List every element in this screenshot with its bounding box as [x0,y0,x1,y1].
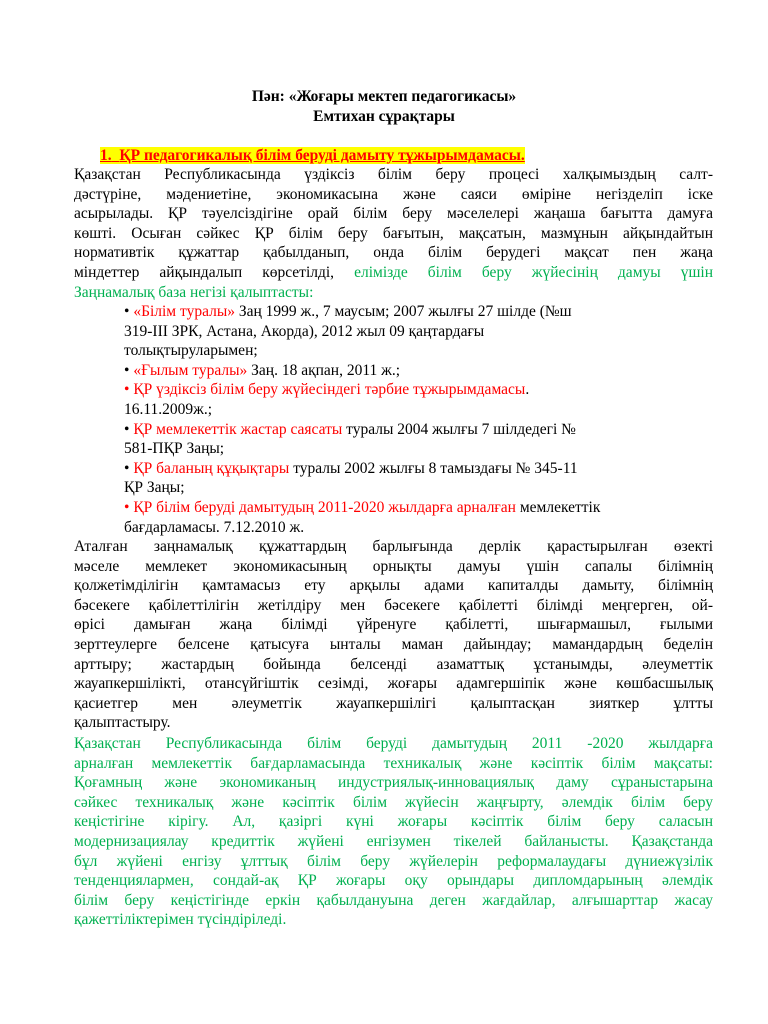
law-name: «Ғылым туралы» [133,361,248,379]
text-line: бағдарламасы. 7.12.2010 ж. [124,518,305,536]
question-number: 1. [100,147,112,164]
law-details: туралы 2004 жылғы 7 шілдедегі № [342,420,576,438]
text-line: қажеттіліктерімен түсіндіріледі. [74,911,287,929]
text-line: 319-III ЗРК, Астана, Акорда), 2012 жыл 09 қаңтардағы [124,322,485,340]
text-line: бұл жүйені енгізу ұлттық білім беру жүйелерін реформалаудағы дүниежүзілік [74,852,713,870]
text-line: қолжетімділігін қамтамасыз ету арқылы адами капиталды дамыту, білімнің [74,577,713,595]
law-details: Заң 1999 ж., 7 маусым; 2007 жылғы 27 шілде (№ш [234,303,572,320]
laws-list [124,302,713,537]
text-line: өрісі дамыған жаңа білімді үйренуге қабілетті, шығармашыл, ғылыми [74,616,713,634]
text-line: қалыптастыру. [74,714,171,732]
text-line: кеңістігіне кірігу. Ал, қазіргі күні жоғары кәсіптік білім беру саласын [74,813,713,831]
text-line: Қоғамның және экономиканың индустриялық-инновациялық даму сұраныстарына [74,774,713,792]
text-line [74,263,713,283]
text-line: Аталған заңнамалық құжаттардың барлығында дерлік қарастырылған өзекті [74,538,713,555]
text-line: ҚР Заңы; [124,479,185,497]
text-line: 581-ПҚР Заңы; [124,440,225,458]
text-line: тенденциялармен, сондай-ақ ҚР жоғары оқу орындары дипломдарының әлемдік [74,872,713,890]
law-name: ҚР мемлекеттік жастар саясаты [133,420,343,438]
text-line: нормативтік құжаттар қабылданып, онда білім берудегі мақсат пен жаңа [74,244,713,262]
text-line: арттыру; жастардың бойында белсенді азаматтық ұстанымды, әлеуметтік [74,655,713,673]
law-name: «Білім туралы» [133,303,235,320]
law-details: туралы 2002 жылғы 8 тамыздағы № 345-11 [289,459,578,477]
list-item [124,361,713,381]
text-line: арналған мемлекеттік бағдарламасында техникалық және кәсіптік білім мақсаты: [74,754,713,772]
text-segment: міндеттер айқындалып көрсетілді, [74,263,335,281]
text-line: Заңнамалық база негізі қалыптасты: [74,283,314,301]
text-line: бәсекеге қабілеттілігін жетілдіру мен бәсекеге қабілетті білімді меңгерген, ой- [74,596,713,614]
law-name: ҚР үздіксіз білім беру жүйесіндегі тәрбие тұжырымдамасы [133,381,526,399]
text-line: дәстүріне, мәдениетіне, экономикасына және саяси өміріне негізделіп іске [74,185,713,203]
bullet-mark: • [124,381,134,399]
law-details: мемлекеттік [515,498,601,516]
bullet-mark: • [124,498,134,516]
question-heading [100,146,525,166]
text-line: асырылады. ҚР тәуелсіздігіне орай білім беру мәселелері жаңаша бағытта дамуға [74,205,713,223]
list-item [124,380,713,419]
bullet-mark: • [124,459,134,477]
text-line: жауапкершілікті, отансүйгіштік сезімді, жоғары адамгершіпік және көшбасшылық [74,675,713,693]
paragraph-2 [74,537,713,733]
text-line: Қазақстан Республикасында үздіксіз білім беру процесі халқымыздың салт- [74,166,713,183]
text-line: білім беру кеңістігінде еркін қабылдануына деген жағдайлар, алғышарттар жасау [74,891,713,909]
law-name: ҚР білім беруді дамытудың 2011-2020 жылдарға арналған [133,498,516,516]
text-line: мәселе мемлекет экономикасының орнықты дамуы үшін сапалы білімнің [74,557,713,575]
text-line: сәйкес техникалық және кәсіптік білім жүйесін жаңғырту, әлемдік білім беру [74,793,713,811]
text-line: көшті. Осыған сәйкес ҚР білім беру бағытын, мақсатын, мазмұнын айқындайтын [74,224,713,242]
page-title: Емтихан сұрақтары [313,108,455,125]
list-item [124,459,713,498]
list-item [124,498,713,537]
question-title: ҚР педагогикалық білім беруді дамыту тұжырымдамасы. [119,147,525,164]
text-line: Қазақстан Республикасында білім беруді дамытудың 2011 -2020 жылдарға [74,735,713,752]
bullet-mark: • [124,361,134,379]
law-details: . [525,381,530,399]
bullet-mark: • [124,420,134,438]
text-line: қасиетгер мен әлеуметгік жауапкершілігі қалыптасқан зияткер ұлтты [74,694,713,712]
text-line: модернизациялау кредиттік жүйені енгізумен тікелей байланысты. Қазақстанда [74,832,713,850]
bullet-mark: • [124,303,134,320]
list-item [124,302,713,361]
intro-paragraph [74,165,713,302]
paragraph-3 [74,734,713,930]
list-item [124,420,713,459]
highlight-green: елімізде білім беру жүйесінің дамуы үшін [334,263,713,281]
text-line: 16.11.2009ж.; [124,400,213,418]
law-name: ҚР баланың құқықтары [133,459,290,477]
text-line: толықтыруларымен; [124,342,258,360]
text-line: зерттеулерге белсене қатысуға ынталы маман дайындау; мамандардың беделін [74,635,713,653]
subject-title: Пән: «Жоғары мектеп педагогикасы» [251,88,517,105]
law-details: Заң. 18 ақпан, 2011 ж.; [247,361,401,379]
